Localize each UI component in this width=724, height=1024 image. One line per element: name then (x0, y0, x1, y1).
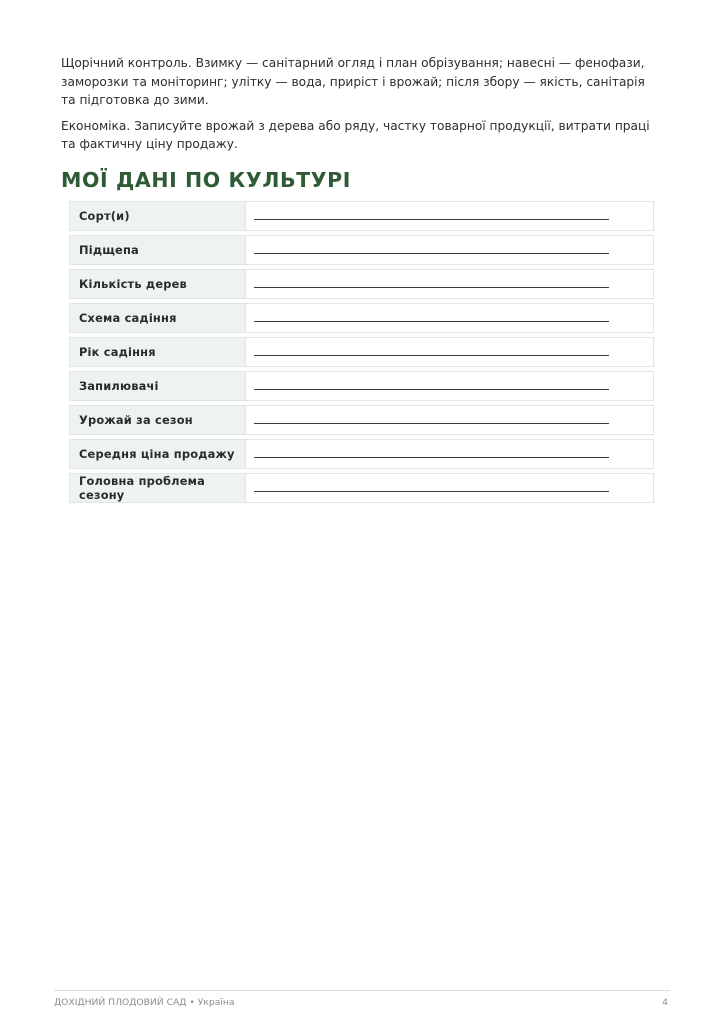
fill-in-field-main-problem[interactable] (246, 474, 653, 502)
fill-in-line (254, 491, 609, 492)
fill-in-field-average-price[interactable] (246, 440, 653, 468)
fill-in-field-pollinators[interactable] (246, 372, 653, 400)
table-row-planting-year (69, 337, 654, 367)
fill-in-field-tree-count[interactable] (246, 270, 653, 298)
footer-book-title: ДОХІДНИЙ ПЛОДОВИЙ САД (54, 997, 187, 1008)
fill-in-field-variety[interactable] (246, 202, 653, 230)
footer-separator: • (186, 997, 198, 1008)
fill-in-line (254, 253, 609, 254)
fill-in-field-rootstock[interactable] (246, 236, 653, 264)
row-label: Сорт(и) (70, 202, 246, 230)
fill-in-line (254, 287, 609, 288)
fill-in-line (254, 219, 609, 220)
footer-region: Україна (197, 997, 235, 1008)
table-row-variety (69, 201, 654, 231)
fill-in-line (254, 457, 609, 458)
row-label: Кількість дерев (70, 270, 246, 298)
fill-in-line (254, 389, 609, 390)
section-title: МОЇ ДАНІ ПО КУЛЬТУРІ (61, 167, 352, 192)
row-label: Рік садіння (70, 338, 246, 366)
intro-paragraph-economics: Економіка. Записуйте врожай з дерева або ряду, частку товарної продукції, витрати праці та фактичну ціну продажу. (61, 118, 650, 151)
row-label: Запилювачі (70, 372, 246, 400)
fill-in-field-planting-scheme[interactable] (246, 304, 653, 332)
page-number: 4 (662, 997, 668, 1008)
row-label: Урожай за сезон (70, 406, 246, 434)
table-row-pollinators (69, 371, 654, 401)
footer-running-title (54, 997, 235, 1008)
fill-in-field-planting-year[interactable] (246, 338, 653, 366)
table-row-main-problem (69, 473, 654, 503)
fill-in-line (254, 321, 609, 322)
table-row-tree-count (69, 269, 654, 299)
fill-in-field-season-yield[interactable] (246, 406, 653, 434)
table-row-planting-scheme (69, 303, 654, 333)
table-row-rootstock (69, 235, 654, 265)
intro-paragraph-annual-control: Щорічний контроль. Взимку — санітарний огляд і план обрізування; навесні — фенофази, заморозки та моніторинг; улітку — вода, приріст і врожай; після збору — якість, санітарія та підготовка до зими. (61, 56, 645, 107)
page-footer (54, 990, 670, 1008)
table-row-average-price (69, 439, 654, 469)
row-label: Підщепа (70, 236, 246, 264)
crop-data-table (69, 201, 654, 503)
page-content (61, 54, 661, 507)
fill-in-line (254, 423, 609, 424)
table-row-season-yield (69, 405, 654, 435)
row-label: Головна проблема сезону (70, 474, 246, 502)
row-label: Середня ціна продажу (70, 440, 246, 468)
fill-in-line (254, 355, 609, 356)
row-label: Схема садіння (70, 304, 246, 332)
